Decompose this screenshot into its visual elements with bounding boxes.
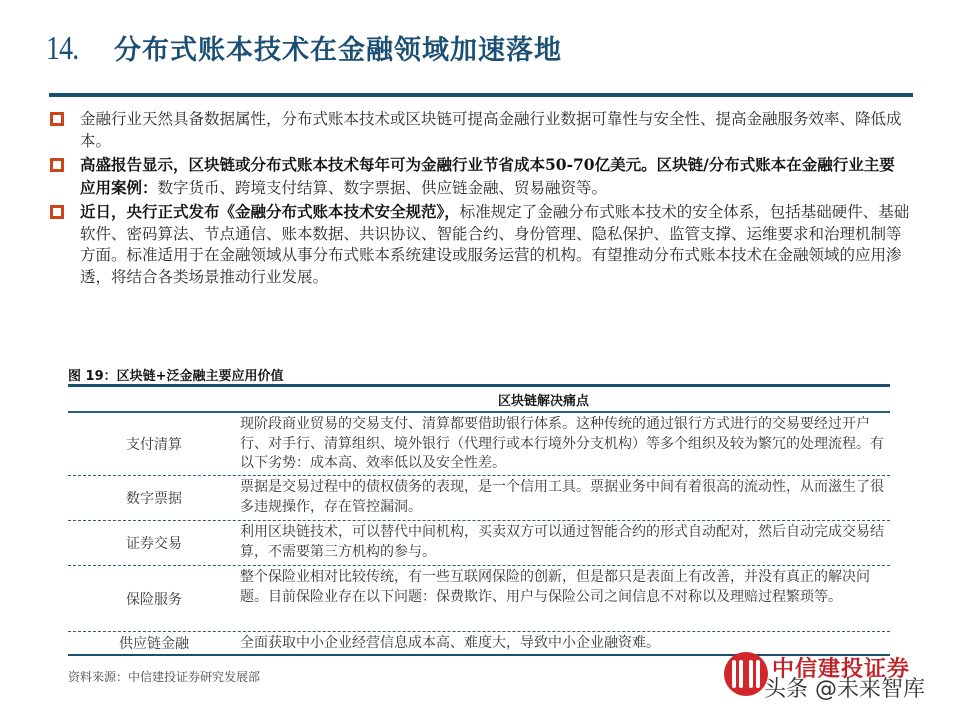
page-title: 分布式账本技术在金融领域加速落地 (114, 35, 562, 66)
table-row (68, 476, 890, 521)
bullet-text: 数字货币、跨境支付结算、数字票据、供应链金融、贸易融资等。 (157, 178, 608, 197)
bullet-text: 金融行业天然具备数据属性，分布式账本技术或区块链可提高金融行业数据可靠性与安全性、提高金融服务效率、降低成本。 (80, 110, 902, 150)
row-description: 票据是交易过程中的债权债务的表现，是一个信用工具。票据业务中间有着很高的流动性，从而滋生了很多违规操作，存在管控漏洞。 (240, 479, 884, 515)
row-category: 保险服务 (126, 591, 182, 608)
table-row (68, 413, 890, 476)
row-category: 支付清算 (126, 437, 182, 453)
bullet-list (50, 108, 910, 290)
section-number: 14. (46, 30, 79, 67)
square-bullet-icon (50, 112, 64, 126)
bullet-bold-text: 高盛报告显示，区块链或分布式账本技术每年可为金融行业节省成本50-70亿美元。区块链/分布式账本在金融行业主要应用案例： (80, 155, 895, 197)
table-row (68, 566, 890, 632)
square-bullet-icon (50, 205, 64, 219)
bullet-item (50, 201, 910, 288)
watermark: 头条 @未来智库 (764, 677, 925, 702)
row-description: 现阶段商业贸易的交易支付、清算都要借助银行体系。这种传统的通过银行方式进行的交易要经过开户行、对手行、清算组织、境外银行（代理行或本行境外分支机构）等多个组织及较为繁冗的处理流程。有以下劣势：成本高、效率低以及安全性差。 (240, 416, 884, 471)
row-description: 整个保险业相对比较传统，有一些互联网保险的创新，但是都只是表面上有改善，并没有真正的解决问题。目前保险业存在以下问题：保费欺诈、用户与保险公司之间信息不对称以及理赔过程繁琐等。 (240, 569, 870, 605)
row-category: 供应链金融 (119, 636, 189, 652)
row-category: 证券交易 (126, 536, 182, 552)
bullet-text: 标准规定了金融分布式账本技术的安全体系，包括基础硬件、基础软件、密码算法、节点通信、账本数据、共识协议、智能合约、身份管理、隐私保护、监管支撑、运维要求和治理机制等方面。标准适用于在金融领域从事分布式账本系统建设或服务运营的机构。有望推动分布式账本技术在金融领域的应用渗透，将结合各类场景推动行业发展。 (80, 203, 910, 286)
slide-header (46, 28, 562, 68)
table-row (68, 521, 890, 566)
column-header-pain-points: 区块链解决痛点 (498, 394, 590, 409)
bullet-item (50, 154, 910, 199)
bullet-bold-text: 近日，央行正式发布《金融分布式账本技术安全规范》， (80, 202, 460, 221)
figure-caption: 图 19：区块链+泛金融主要应用价值 (68, 369, 284, 384)
row-description: 利用区块链技术，可以替代中间机构，买卖双方可以通过智能合约的形式自动配对，然后自动完成交易结算，不需要第三方机构的参与。 (240, 524, 884, 560)
brand-name: 中信建投证券 (772, 657, 911, 682)
citic-logo-icon (724, 652, 768, 696)
application-value-table (68, 384, 890, 656)
title-divider (49, 93, 913, 97)
table-header (68, 387, 890, 411)
source-note: 资料来源：中信建投证券研究发展部 (68, 670, 261, 684)
square-bullet-icon (50, 158, 64, 172)
table-row (68, 632, 890, 656)
row-description: 全面获取中小企业经营信息成本高、难度大，导致中小企业融资难。 (240, 635, 660, 651)
bullet-item (50, 108, 910, 152)
row-category: 数字票据 (126, 491, 182, 507)
